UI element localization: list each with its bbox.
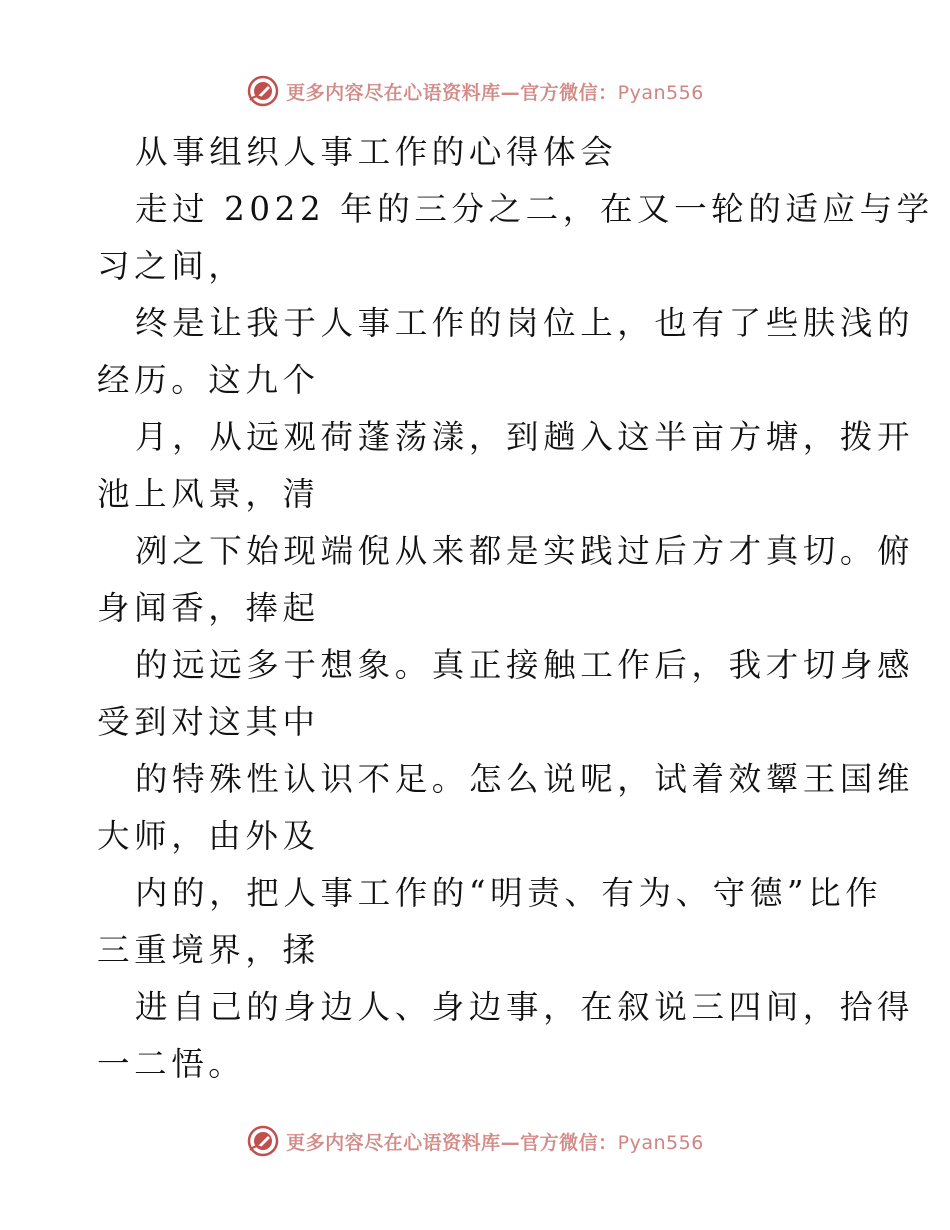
paragraph-line: 月，从远观荷蓬荡漾，到趟入这半亩方塘，拨开 <box>135 418 915 456</box>
document-title: 从事组织人事工作的心得体会 <box>135 133 618 171</box>
document-body <box>97 124 934 1093</box>
pen-seal-logo-icon <box>246 1124 280 1158</box>
paragraph-line: 一二悟。 <box>97 1045 246 1083</box>
paragraph-line: 经历。这九个 <box>97 361 320 399</box>
banner-text: 更多内容尽在心语资料库—官方微信：Pyan556 <box>286 81 704 104</box>
paragraph-line: 走过 2022 年的三分之二，在又一轮的适应与学 <box>135 190 934 228</box>
paragraph-line: 三重境界，揉 <box>97 931 320 969</box>
paragraph-line: 终是让我于人事工作的岗位上，也有了些肤浅的 <box>135 304 915 342</box>
paragraph-line: 习之间， <box>97 247 246 285</box>
paragraph-line: 内的，把人事工作的“明责、有为、守德”比作 <box>135 874 883 912</box>
paragraph-line: 受到对这其中 <box>97 703 320 741</box>
paragraph-line: 身闻香，捧起 <box>97 589 320 627</box>
footer-banner <box>0 1121 950 1161</box>
banner-handle: Pyan556 <box>617 1131 704 1154</box>
banner-text: 更多内容尽在心语资料库—官方微信：Pyan556 <box>286 1131 704 1154</box>
paragraph-line: 的远远多于想象。真正接触工作后，我才切身感 <box>135 646 915 684</box>
paragraph-line: 大师，由外及 <box>97 817 320 855</box>
paragraph-line: 的特殊性认识不足。怎么说呢，试着效颦王国维 <box>135 760 915 798</box>
paragraph-line: 冽之下始现端倪从来都是实践过后方才真切。俯 <box>135 532 915 570</box>
header-banner <box>0 71 950 111</box>
banner-handle: Pyan556 <box>617 81 704 104</box>
pen-seal-logo-icon <box>246 74 280 108</box>
paragraph-line: 进自己的身边人、身边事，在叙说三四间，拾得 <box>135 988 915 1026</box>
paragraph-line: 池上风景，清 <box>97 475 320 513</box>
